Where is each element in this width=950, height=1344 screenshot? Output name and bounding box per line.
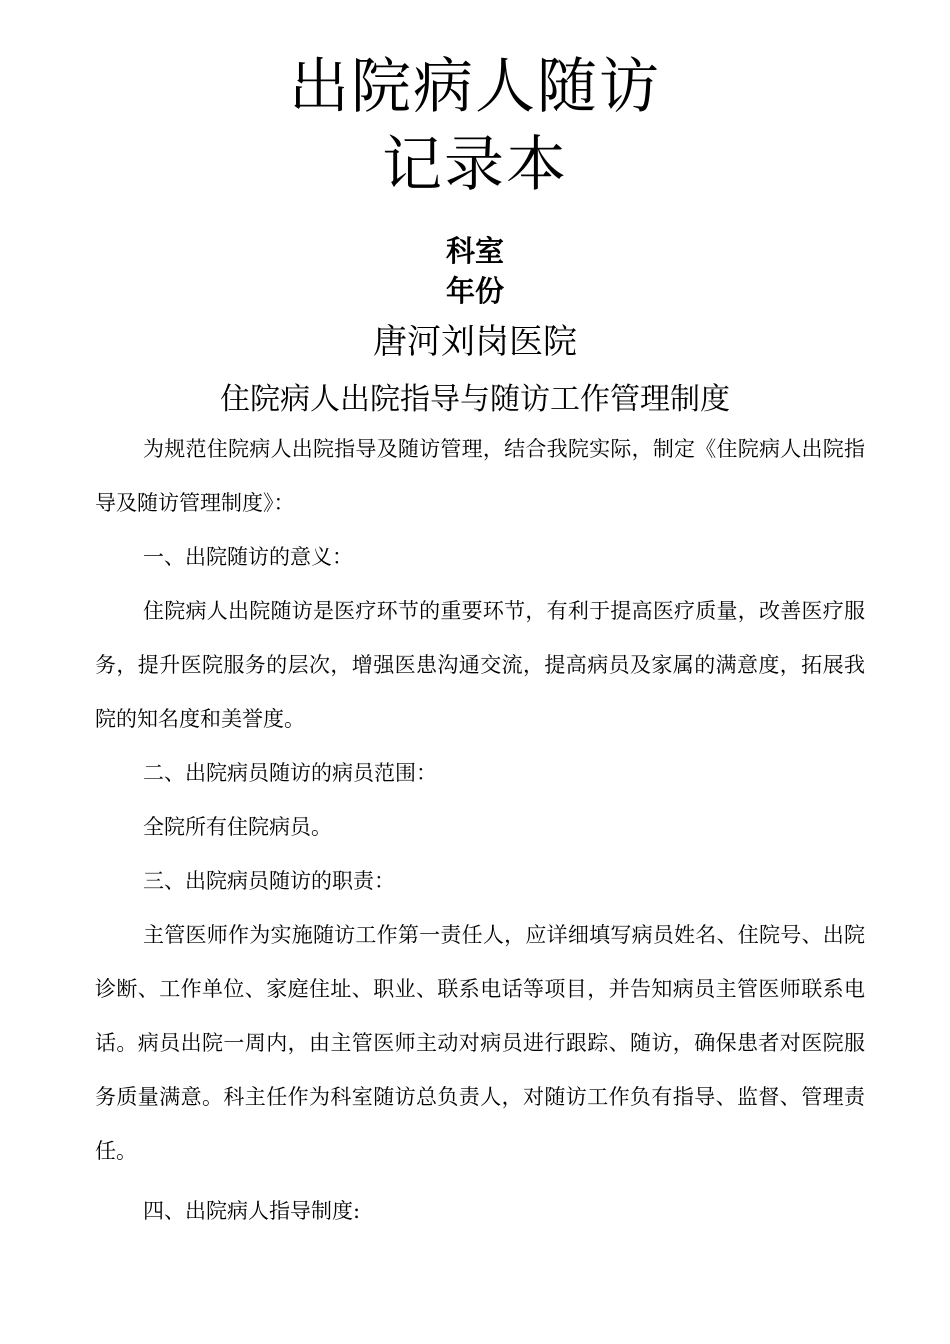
section-heading-guidance: 四、出院病人指导制度: xyxy=(143,1199,361,1223)
cover-title-line-1: 出院病人随访 xyxy=(289,52,661,122)
year-label: 年份 xyxy=(445,274,504,308)
document-heading: 住院病人出院指导与随访工作管理制度 xyxy=(220,382,730,417)
cover-title-line-2: 记录本 xyxy=(382,130,568,200)
section-heading-duties: 三、出院病员随访的职责： xyxy=(143,869,395,893)
hospital-name: 唐河刘岗医院 xyxy=(373,322,577,362)
section-heading-scope: 二、出院病员随访的病员范围： xyxy=(143,761,437,785)
duties-paragraph: 主管医师作为实施随访工作第一责任人，应详细填写病员姓名、住院号、出院诊断、工作单位、家庭住址、职业、联系电话等项目，并告知病员主管医师联系电话。病员出院一周内，由主管医师主动对病员进行跟踪、随访，确保患者对医院服务质量满意。科主任作为科室随访总负责人，对随访工作负有指导、监督、管理责任。 xyxy=(95,923,865,1163)
intro-paragraph: 为规范住院病人出院指导及随访管理，结合我院实际，制定《住院病人出院指导及随访管理制度》： xyxy=(95,437,865,515)
department-label: 科室 xyxy=(445,234,504,268)
significance-paragraph: 住院病人出院随访是医疗环节的重要环节，有利于提高医疗质量，改善医疗服务，提升医院服务的层次，增强医患沟通交流，提高病员及家属的满意度，拓展我院的知名度和美誉度。 xyxy=(95,599,865,731)
document-body xyxy=(95,422,865,1238)
section-heading-significance: 一、出院随访的意义： xyxy=(143,545,353,569)
scope-paragraph: 全院所有住院病员。 xyxy=(143,815,332,839)
